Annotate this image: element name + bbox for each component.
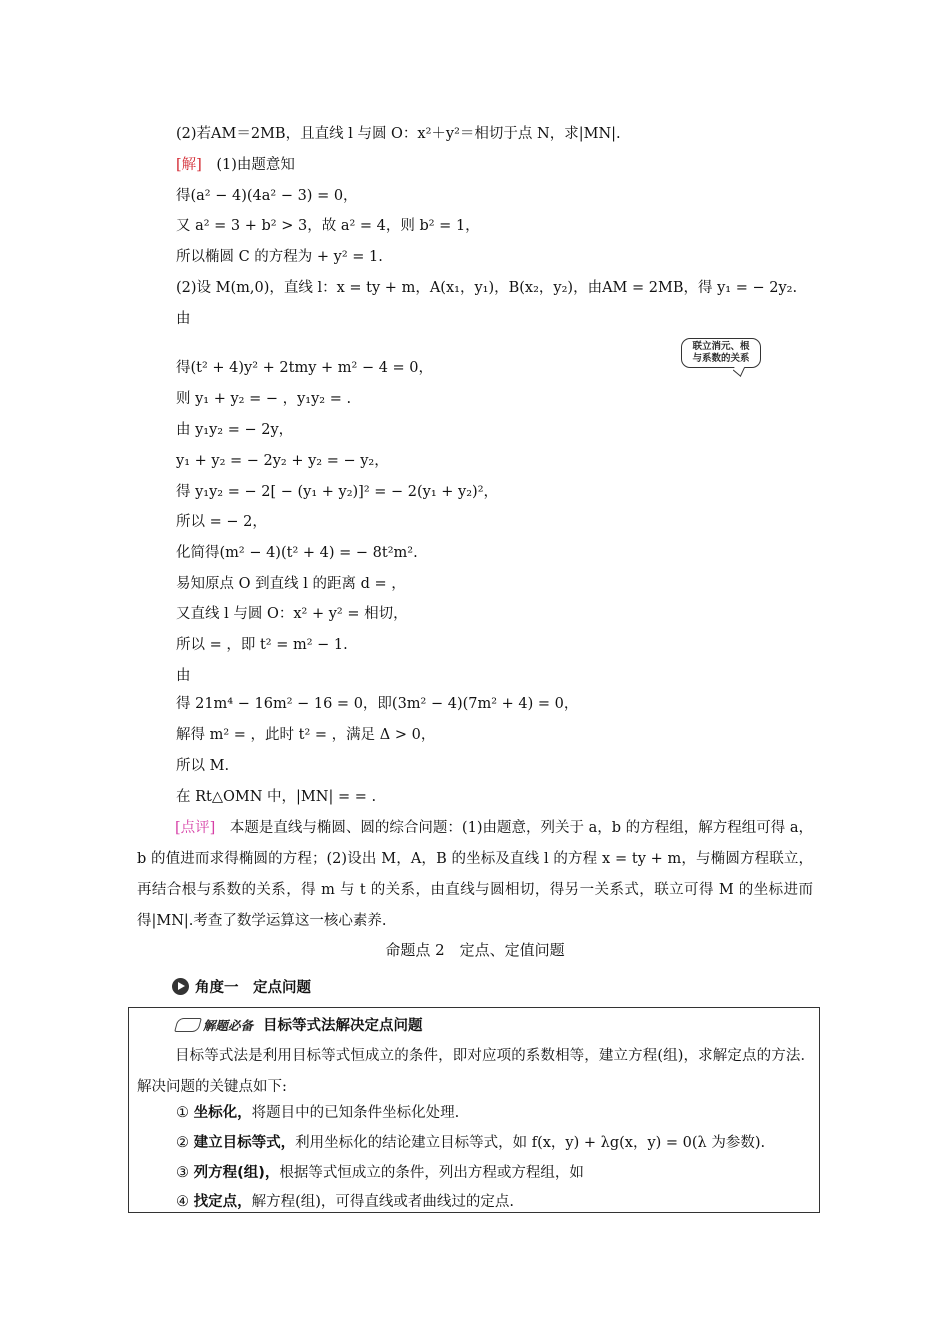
solution-line: 又直线 l 与圆 O：x² + y² = 相切， [176, 606, 408, 622]
angle-heading [172, 976, 311, 997]
problem-part2: (2)若AM＝2MB，且直线 l 与圆 O：x²＋y²＝相切于点 N，求|MN|. [176, 126, 621, 142]
solution-line: 所以 M. [176, 758, 230, 774]
solution-line: 得 y₁y₂ = − 2[ − (y₁ + y₂)]² = − 2(y₁ + y₂)²， [176, 484, 499, 500]
step-number: ③ [176, 1165, 189, 1181]
play-icon [172, 978, 189, 995]
step-text: 利用坐标化的结论建立目标等式，如 f(x，y) + λg(x，y) = 0(λ 为参数). [295, 1135, 766, 1151]
step-keyword: 列方程(组)， [193, 1165, 280, 1181]
badge-icon [174, 1018, 202, 1032]
tip-intro: 目标等式法是利用目标等式恒成立的条件，即对应项的系数相等，建立方程(组)，求解定点的方法．解决问题的关键点如下: [137, 1048, 815, 1095]
solution-line: 解得 m² = ，此时 t² = ，满足 Δ > 0， [176, 727, 436, 743]
solution-intro-text: (1)由题意知 [201, 157, 295, 173]
solution-line: y₁ + y₂ = − 2y₂ + y₂ = − y₂， [176, 453, 389, 469]
solution-line: 由 [176, 668, 191, 684]
step-text: 将题目中的已知条件坐标化处理. [251, 1105, 460, 1121]
step-number: ① [176, 1105, 189, 1121]
tip-badge [176, 1016, 253, 1034]
tip-step [176, 1192, 514, 1212]
step-keyword: 找定点， [193, 1194, 252, 1210]
solution-line: 又 a² = 3 + b² > 3，故 a² = 4，则 b² = 1， [176, 218, 480, 234]
solution-line: (2)设 M(m,0)，直线 l：x = ty + m，A(x₁，y₁)，B(x₂，y₂)，由AM = 2MB，得 y₁ = − 2y₂. [176, 280, 798, 296]
solution-line: 易知原点 O 到直线 l 的距离 d = ， [176, 576, 406, 592]
tip-box-title: 目标等式法解决定点问题 [263, 1018, 423, 1034]
bubble-line: 联立消元、根 [692, 341, 750, 352]
solution-intro [176, 155, 295, 175]
solution-line: 得(a² − 4)(4a² − 3) = 0， [176, 188, 358, 204]
solution-line: 在 Rt△OMN 中，|MN| = = . [176, 789, 377, 805]
solution-line: 得 21m⁴ − 16m² − 16 = 0，即(3m² − 4)(7m² + 4) = 0， [176, 696, 579, 712]
solution-line: 由 [176, 311, 191, 327]
section-title: 命题点 2 定点、定值问题 [385, 941, 565, 959]
solution-line: 得(t² + 4)y² + 2tmy + m² − 4 = 0， [176, 360, 434, 376]
step-text: 解方程(组)，可得直线或者曲线过的定点. [251, 1194, 515, 1210]
step-number: ② [176, 1135, 189, 1151]
annotation-bubble [681, 338, 761, 368]
badge-label: 解题必备 [203, 1017, 254, 1033]
review-tag: [点评] [175, 820, 216, 836]
tip-step [176, 1163, 584, 1183]
solution-line: 所以 = − 2， [176, 514, 267, 530]
tip-step [176, 1133, 765, 1153]
review-paragraph [137, 813, 813, 937]
step-text: 根据等式恒成立的条件，列出方程或方程组，如 [279, 1165, 584, 1181]
solution-line: 化简得(m² − 4)(t² + 4) = − 8t²m². [176, 545, 418, 561]
angle-title: 角度一 定点问题 [195, 980, 311, 996]
solution-line: 则 y₁ + y₂ = − ，y₁y₂ = . [176, 391, 352, 407]
step-keyword: 坐标化， [193, 1105, 252, 1121]
step-number: ④ [176, 1194, 189, 1210]
solution-line: 由 y₁y₂ = − 2y， [176, 422, 294, 438]
tip-step [176, 1103, 459, 1123]
solution-tag: [解] [176, 157, 202, 173]
tip-box-header [176, 1014, 423, 1035]
solution-line: 所以 = ，即 t² = m² − 1. [176, 637, 348, 653]
review-text: 本题是直线与椭圆、圆的综合问题：(1)由题意，列关于 a，b 的方程组，解方程组可得 a，b 的值进而求得椭圆的方程；(2)设出 M，A，B 的坐标及直线 l 的方程 x = ty + m，与椭圆方程联立，再结合根与系数的关系，得 m 与 t 的关系，由直线与圆相切，得另一关系式，联立可得 M 的坐标进而得|MN|.考查了数学运算这一核心素养. [137, 820, 813, 929]
solution-line: 所以椭圆 C 的方程为 + y² = 1. [176, 249, 383, 265]
bubble-line: 与系数的关系 [692, 353, 750, 364]
step-keyword: 建立目标等式， [193, 1135, 296, 1151]
